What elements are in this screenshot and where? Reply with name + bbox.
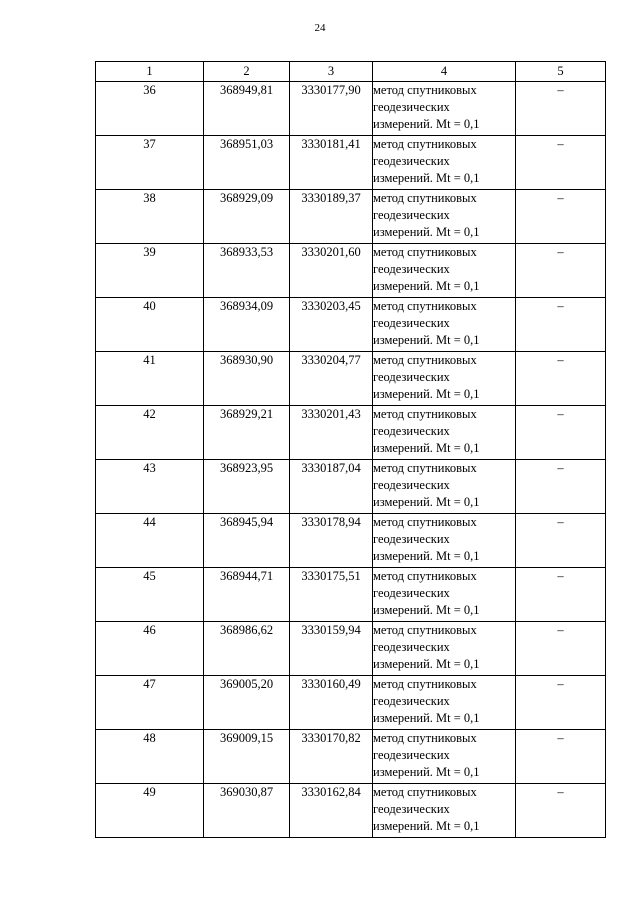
method-line: измерений. Mt = 0,1 — [373, 333, 480, 347]
method-line: измерений. Mt = 0,1 — [373, 387, 480, 401]
method-line: геодезических — [373, 640, 450, 654]
method-cell — [373, 730, 516, 784]
method-cell — [373, 406, 516, 460]
table-row — [96, 514, 606, 568]
table-row — [96, 406, 606, 460]
point-number-cell: 38 — [96, 190, 204, 244]
column-header: 3 — [290, 62, 373, 82]
point-number-cell: 44 — [96, 514, 204, 568]
method-line: метод спутниковых — [373, 677, 477, 691]
method-line: измерений. Mt = 0,1 — [373, 279, 480, 293]
method-line: измерений. Mt = 0,1 — [373, 549, 480, 563]
x-coordinate-cell: 368929,21 — [204, 406, 290, 460]
y-coordinate-cell: 3330189,37 — [290, 190, 373, 244]
method-line: метод спутниковых — [373, 785, 477, 799]
y-coordinate-cell: 3330201,60 — [290, 244, 373, 298]
method-line: геодезических — [373, 748, 450, 762]
point-number-cell: 42 — [96, 406, 204, 460]
method-line: метод спутниковых — [373, 731, 477, 745]
method-cell — [373, 298, 516, 352]
method-cell — [373, 82, 516, 136]
table-row — [96, 568, 606, 622]
method-line: метод спутниковых — [373, 83, 477, 97]
y-coordinate-cell: 3330201,43 — [290, 406, 373, 460]
note-cell: – — [516, 298, 606, 352]
method-line: измерений. Mt = 0,1 — [373, 819, 480, 833]
y-coordinate-cell: 3330177,90 — [290, 82, 373, 136]
note-cell: – — [516, 190, 606, 244]
x-coordinate-cell: 368944,71 — [204, 568, 290, 622]
method-line: метод спутниковых — [373, 623, 477, 637]
method-line: измерений. Mt = 0,1 — [373, 657, 480, 671]
note-cell: – — [516, 784, 606, 838]
note-cell: – — [516, 676, 606, 730]
column-header: 5 — [516, 62, 606, 82]
y-coordinate-cell: 3330204,77 — [290, 352, 373, 406]
x-coordinate-cell: 368945,94 — [204, 514, 290, 568]
method-line: метод спутниковых — [373, 515, 477, 529]
x-coordinate-cell: 368951,03 — [204, 136, 290, 190]
method-line: геодезических — [373, 154, 450, 168]
method-cell — [373, 352, 516, 406]
table-row — [96, 352, 606, 406]
table-body — [96, 82, 606, 838]
table-row — [96, 730, 606, 784]
note-cell: – — [516, 460, 606, 514]
table-row — [96, 676, 606, 730]
method-line: геодезических — [373, 586, 450, 600]
point-number-cell: 43 — [96, 460, 204, 514]
method-line: геодезических — [373, 532, 450, 546]
note-cell: – — [516, 406, 606, 460]
method-line: метод спутниковых — [373, 353, 477, 367]
column-header: 1 — [96, 62, 204, 82]
method-line: геодезических — [373, 424, 450, 438]
y-coordinate-cell: 3330170,82 — [290, 730, 373, 784]
note-cell: – — [516, 352, 606, 406]
method-line: геодезических — [373, 316, 450, 330]
method-cell — [373, 784, 516, 838]
y-coordinate-cell: 3330160,49 — [290, 676, 373, 730]
note-cell: – — [516, 82, 606, 136]
method-line: геодезических — [373, 802, 450, 816]
method-line: геодезических — [373, 370, 450, 384]
table-row — [96, 190, 606, 244]
method-line: геодезических — [373, 694, 450, 708]
method-line: измерений. Mt = 0,1 — [373, 765, 480, 779]
y-coordinate-cell: 3330162,84 — [290, 784, 373, 838]
method-line: метод спутниковых — [373, 461, 477, 475]
x-coordinate-cell: 368986,62 — [204, 622, 290, 676]
method-cell — [373, 622, 516, 676]
table-row — [96, 244, 606, 298]
method-line: измерений. Mt = 0,1 — [373, 603, 480, 617]
y-coordinate-cell: 3330203,45 — [290, 298, 373, 352]
table-header-row — [96, 62, 606, 82]
point-number-cell: 37 — [96, 136, 204, 190]
method-line: метод спутниковых — [373, 191, 477, 205]
method-cell — [373, 244, 516, 298]
method-cell — [373, 460, 516, 514]
method-line: измерений. Mt = 0,1 — [373, 117, 480, 131]
table-row — [96, 784, 606, 838]
note-cell: – — [516, 622, 606, 676]
x-coordinate-cell: 369009,15 — [204, 730, 290, 784]
point-number-cell: 47 — [96, 676, 204, 730]
method-line: метод спутниковых — [373, 299, 477, 313]
y-coordinate-cell: 3330181,41 — [290, 136, 373, 190]
method-cell — [373, 190, 516, 244]
method-line: измерений. Mt = 0,1 — [373, 171, 480, 185]
point-number-cell: 39 — [96, 244, 204, 298]
coordinates-table — [95, 61, 606, 838]
method-line: геодезических — [373, 478, 450, 492]
method-cell — [373, 568, 516, 622]
x-coordinate-cell: 368929,09 — [204, 190, 290, 244]
note-cell: – — [516, 730, 606, 784]
point-number-cell: 45 — [96, 568, 204, 622]
point-number-cell: 46 — [96, 622, 204, 676]
method-line: метод спутниковых — [373, 137, 477, 151]
note-cell: – — [516, 514, 606, 568]
method-line: метод спутниковых — [373, 245, 477, 259]
method-line: измерений. Mt = 0,1 — [373, 495, 480, 509]
table-row — [96, 82, 606, 136]
table-row — [96, 460, 606, 514]
method-line: метод спутниковых — [373, 407, 477, 421]
y-coordinate-cell: 3330159,94 — [290, 622, 373, 676]
point-number-cell: 36 — [96, 82, 204, 136]
page-number: 24 — [314, 22, 326, 34]
method-line: геодезических — [373, 208, 450, 222]
method-line: метод спутниковых — [373, 569, 477, 583]
method-cell — [373, 514, 516, 568]
method-line: измерений. Mt = 0,1 — [373, 441, 480, 455]
note-cell: – — [516, 244, 606, 298]
x-coordinate-cell: 368933,53 — [204, 244, 290, 298]
table-row — [96, 622, 606, 676]
note-cell: – — [516, 136, 606, 190]
note-cell: – — [516, 568, 606, 622]
column-header: 2 — [204, 62, 290, 82]
point-number-cell: 41 — [96, 352, 204, 406]
table-row — [96, 298, 606, 352]
method-line: геодезических — [373, 100, 450, 114]
x-coordinate-cell: 369005,20 — [204, 676, 290, 730]
method-cell — [373, 136, 516, 190]
point-number-cell: 40 — [96, 298, 204, 352]
x-coordinate-cell: 368934,09 — [204, 298, 290, 352]
method-line: измерений. Mt = 0,1 — [373, 711, 480, 725]
method-line: измерений. Mt = 0,1 — [373, 225, 480, 239]
column-header: 4 — [373, 62, 516, 82]
method-cell — [373, 676, 516, 730]
table-row — [96, 136, 606, 190]
y-coordinate-cell: 3330178,94 — [290, 514, 373, 568]
point-number-cell: 49 — [96, 784, 204, 838]
y-coordinate-cell: 3330175,51 — [290, 568, 373, 622]
x-coordinate-cell: 369030,87 — [204, 784, 290, 838]
x-coordinate-cell: 368923,95 — [204, 460, 290, 514]
y-coordinate-cell: 3330187,04 — [290, 460, 373, 514]
x-coordinate-cell: 368949,81 — [204, 82, 290, 136]
method-line: геодезических — [373, 262, 450, 276]
x-coordinate-cell: 368930,90 — [204, 352, 290, 406]
point-number-cell: 48 — [96, 730, 204, 784]
